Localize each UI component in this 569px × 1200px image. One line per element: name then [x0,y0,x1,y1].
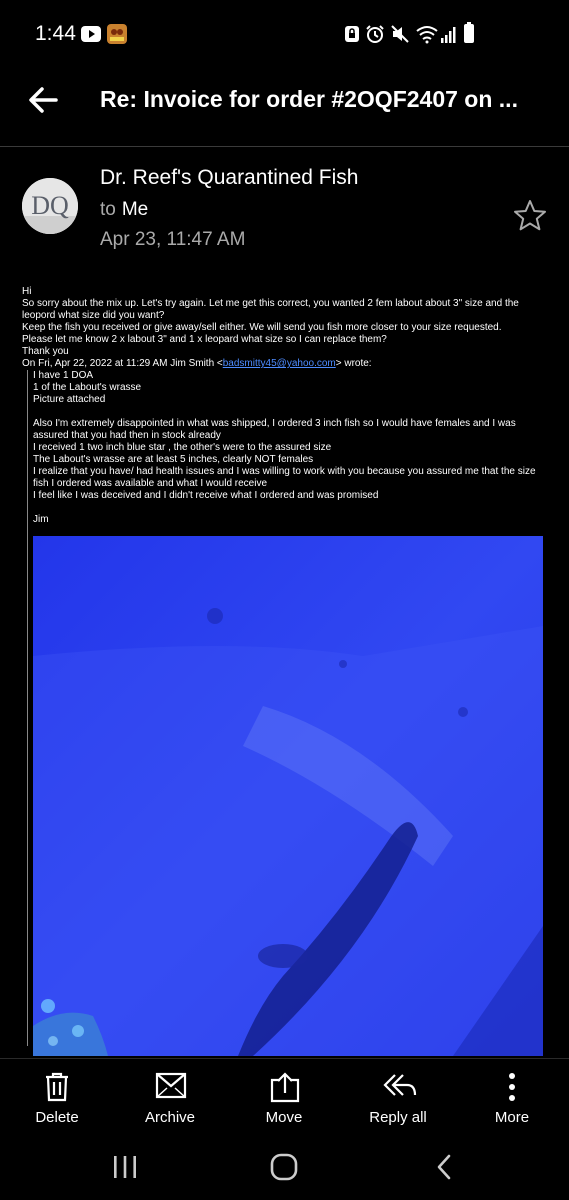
move-icon [269,1071,301,1103]
quoted-line: I received 1 two inch blue star , the other's were to the assured size [33,442,332,453]
email-subject: Re: Invoice for order #2OQF2407 on ... [100,86,518,112]
nav-back-icon [430,1152,460,1182]
sender-name[interactable]: Dr. Reef's Quarantined Fish [100,166,359,189]
star-icon [512,198,548,234]
blank-line [33,502,550,514]
app-icon [106,23,128,50]
archive-button[interactable] [115,1059,225,1135]
back-arrow-icon [24,80,64,120]
quoted-line: The Labout's wrasse are at least 5 inches, clearly NOT females [33,454,314,465]
home-icon [268,1152,300,1182]
signature: Jim [33,514,49,525]
quote-header [22,358,550,370]
body-line: Hi [22,286,32,297]
move-label: Move [265,1109,303,1126]
delete-button[interactable] [2,1059,112,1135]
lock-badge-icon [343,24,361,49]
alarm-icon [365,24,385,49]
more-button[interactable] [457,1059,567,1135]
quote-header-text: On Fri, Apr 22, 2022 at 11:29 AM Jim Smith < [22,358,223,369]
move-button[interactable] [229,1059,339,1135]
reply-all-label: Reply all [369,1109,427,1126]
back-button[interactable] [24,80,64,120]
battery-icon [463,22,475,49]
quoted-line: 1 of the Labout's wrasse [33,382,142,393]
play-icon [80,24,102,49]
blank-line [33,406,550,418]
home-button[interactable] [268,1152,300,1187]
nav-back-button[interactable] [430,1152,460,1187]
signal-icon [440,24,458,49]
more-vertical-icon [497,1071,527,1103]
status-bar [0,0,569,70]
reply-all-icon [383,1071,417,1101]
sender-avatar[interactable] [22,178,78,234]
body-line: Keep the fish you received or give away/sell either. We will send you fish more closer to your size requested. [22,322,502,333]
quoted-line: I feel like I was deceived and I didn't receive what I ordered and was promised [33,490,379,501]
delete-label: Delete [35,1109,79,1126]
quoted-line: I have 1 DOA [33,370,94,381]
archive-label: Archive [144,1109,196,1126]
archive-icon [155,1071,187,1101]
to-label: to [100,199,116,220]
action-bar [0,1058,569,1135]
message-date: Apr 23, 11:47 AM [100,229,246,250]
quoted-email-link[interactable]: badsmitty45@yahoo.com [222,358,336,369]
system-nav-bar [0,1134,569,1200]
wifi-icon [415,24,439,49]
attached-photo[interactable] [33,536,543,1056]
more-label: More [494,1109,530,1126]
body-line: Thank you [22,346,69,357]
body-line: So sorry about the mix up. Let's try again. Let me get this correct, you wanted 2 fem labout about 3" size and the leopord what size did you want? [22,298,519,321]
trash-icon [42,1071,72,1103]
recents-icon [110,1154,140,1180]
message-header-bar [0,70,569,147]
avatar-text: DQ [31,191,69,220]
quoted-line: I realize that you have/ had health issues and I was willing to work with you because you assured me that the size fish I ordered was available and what I would receive [33,466,536,489]
status-time: 1:44 [35,22,76,45]
quote-header-end: > wrote: [335,358,372,369]
quoted-line: Picture attached [33,394,106,405]
quoted-line: Also I'm extremely disappointed in what was shipped, I ordered 3 inch fish so I would have females and I was assured that you had then in stock already [33,418,516,441]
body-line: Please let me know 2 x labout 3" and 1 x leopard what size so I can replace them? [22,334,387,345]
recipient-line[interactable] [100,199,148,221]
mute-icon [390,24,410,49]
reply-all-button[interactable] [343,1059,453,1135]
star-button[interactable] [512,198,548,234]
recents-button[interactable] [110,1154,140,1185]
recipient-name: Me [121,199,149,220]
